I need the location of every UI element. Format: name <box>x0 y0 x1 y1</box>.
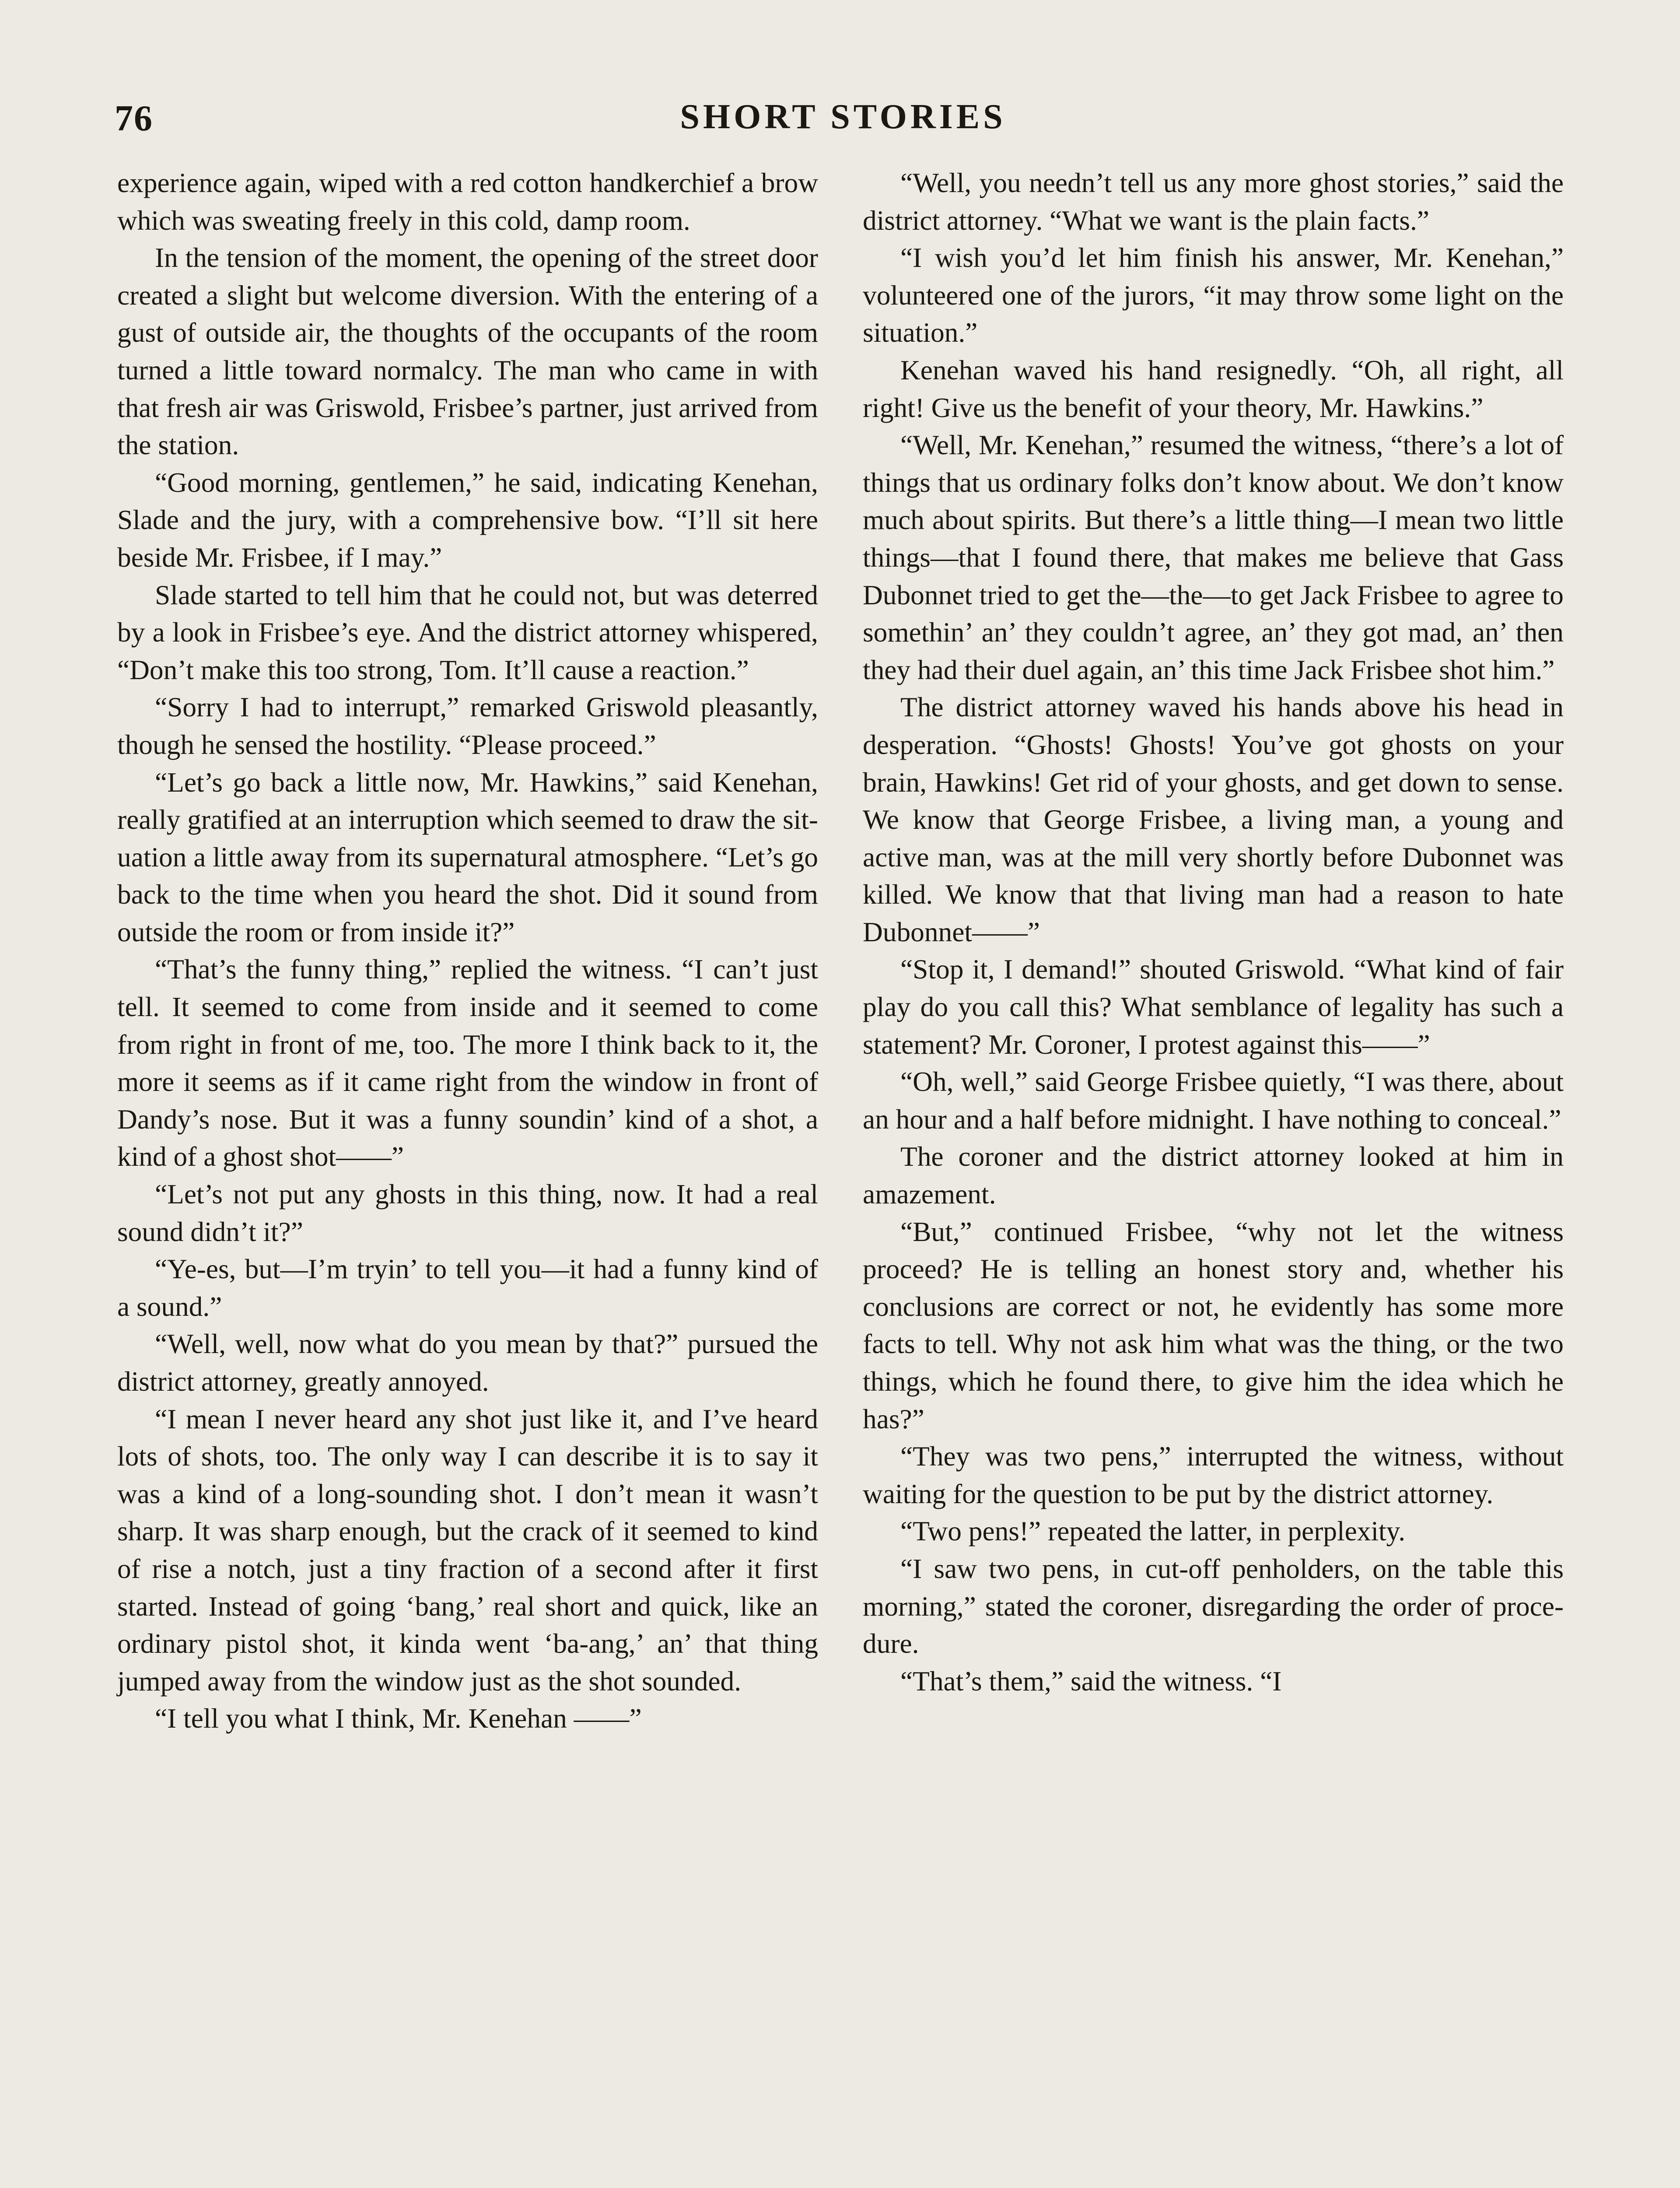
paragraph: In the tension of the moment, the opening of the street door created a slight but welcome diversion. With the entering of a gust of outside air, the thoughts of the occupants of the room turned a little toward normalcy. The man who came in with that fresh air was Griswold, Frisbee’s partner, just arrived from the station. <box>117 242 818 461</box>
paragraph: “Let’s not put any ghosts in this thing, now. It had a real sound didn’t it?” <box>117 1179 818 1247</box>
page-number: 76 <box>115 98 153 139</box>
paragraph: “Oh, well,” said George Frisbee quietly, “I was there, about an hour and a half before midnight. I have nothing to conceal.” <box>863 1066 1564 1135</box>
running-title: SHORT STORIES <box>680 98 1006 136</box>
paragraph: “Stop it, I demand!” shouted Griswold. “What kind of fair play do you call this? What semblance of legality has such a statement? Mr. Coroner, I protest against this——” <box>863 954 1564 1060</box>
paragraph: “They was two pens,” interrupted the witness, without waiting for the question to be put by the district attorney. <box>863 1441 1564 1509</box>
paragraph: “Ye-es, but—I’m tryin’ to tell you—it had a funny kind of a sound.” <box>117 1254 818 1322</box>
paragraph: The district attorney waved his hands above his head in desperation. “Ghosts! Ghosts! You’ve got ghosts on your brain, Hawkins! Get rid of your ghosts, and get down to sense. We know that George Frisbee, a living man, a young and active man, was at the mill very shortly before Dubonnet was killed. We know that that living man had a reason to hate Dubonnet——” <box>863 692 1564 947</box>
paragraph: “Well, Mr. Kenehan,” resumed the witness, “there’s a lot of things that us ordinary folks don’t know about. We don’t know much about spirits. But there’s a little thing—I mean two little things—that I found there, that makes me believe that Gass Dubonnet tried to get the—the—to get Jack Frisbee to agree to somethin’ an’ they couldn’t agree, an’ they got mad, an’ then they had their duel again, an’ this time Jack Frisbee shot him.” <box>863 430 1564 685</box>
paragraph: “I wish you’d let him finish his answer, Mr. Kenehan,” volunteered one of the jurors, “it may throw some light on the situation.” <box>863 242 1564 348</box>
paragraph: “I mean I never heard any shot just like it, and I’ve heard lots of shots, too. The only way I can describe it is to say it was a kind of a long-sounding shot. I don’t mean it wasn’t sharp. It was sharp enough, but the crack of it seemed to kind of rise a notch, just a tiny fraction of a second after it first started. Instead of going ‘bang,’ real short and quick, like an ordinary pistol shot, it kinda went ‘ba-ang,’ an’ that thing jumped away from the window just as the shot sounded. <box>117 1403 818 1697</box>
paragraph: “Let’s go back a little now, Mr. Hawkins,” said Kenehan, really gratified at an interruption which seemed to draw the situation a little away from its supernatural atmosphere. “Let’s go back to the time when you heard the shot. Did it sound from outside the room or from inside it?” <box>117 767 818 947</box>
paragraph: “Well, you needn’t tell us any more ghost stories,” said the district attorney. “What we want is the plain facts.” <box>863 168 1564 236</box>
paragraph: “Sorry I had to interrupt,” remarked Griswold pleasantly, though he sensed the hostility. “Please proceed.” <box>117 692 818 760</box>
paragraph: “Good morning, gentlemen,” he said, indicating Kenehan, Slade and the jury, with a comprehensive bow. “I’ll sit here beside Mr. Frisbee, if I may.” <box>117 467 818 573</box>
paragraph: Slade started to tell him that he could not, but was deterred by a look in Frisbee’s eye. And the district attorney whispered, “Don’t make this too strong, Tom. It’ll cause a reaction.” <box>117 579 818 685</box>
left-column <box>117 165 818 1738</box>
paragraph: “Two pens!” repeated the latter, in perplexity. <box>900 1516 1406 1547</box>
paragraph: “Well, well, now what do you mean by that?” pursued the district attorney, greatly annoyed. <box>117 1329 818 1397</box>
paragraph: “But,” continued Frisbee, “why not let the witness proceed? He is telling an honest story and, whether his conclusions are correct or not, he evidently has some more facts to tell. Why not ask him what was the thing, or the two things, which he found there, to give him the idea which he has?” <box>863 1216 1564 1434</box>
paragraph: “I saw two pens, in cut-off penholders, on the table this morning,” stated the coroner, disregarding the order of procedure. <box>863 1553 1564 1659</box>
paragraph: “That’s the funny thing,” replied the witness. “I can’t just tell. It seemed to come from inside and it seemed to come from right in front of me, too. The more I think back to it, the more it seems as if it came right from the window in front of Dandy’s nose. But it was a funny soundin’ kind of a shot, a kind of a ghost shot——” <box>117 954 818 1172</box>
paragraph: Kenehan waved his hand resignedly. “Oh, all right, all right! Give us the benefit of your theory, Mr. Hawkins.” <box>863 354 1564 423</box>
right-column <box>863 165 1564 1700</box>
paragraph: The coroner and the district attorney looked at him in amazement. <box>863 1141 1564 1210</box>
paragraph: “That’s them,” said the witness. “I <box>900 1666 1282 1697</box>
paragraph: experience again, wiped with a red cotton handkerchief a brow which was sweating freely in this cold, damp room. <box>117 168 818 236</box>
page-header <box>115 97 1572 145</box>
paragraph: “I tell you what I think, Mr. Kenehan ——” <box>155 1703 642 1734</box>
